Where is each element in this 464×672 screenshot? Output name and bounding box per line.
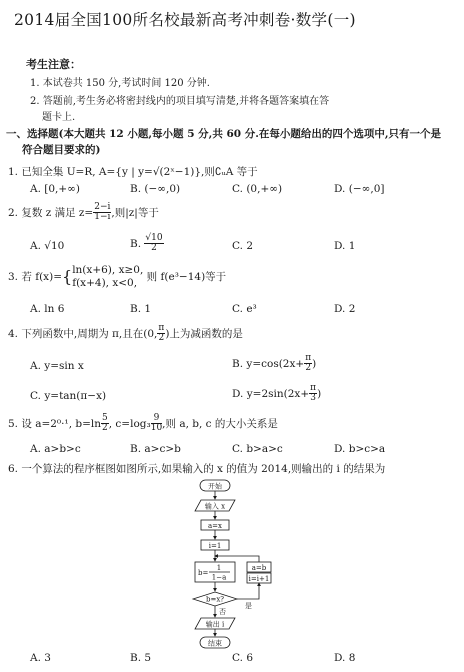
- notice-heading: 考生注意：: [26, 58, 81, 71]
- q3-option-b: B. 1: [130, 303, 152, 315]
- flow-start-label: 开始: [208, 482, 222, 491]
- question-1-stem: 1. 已知全集 U=R, A={y | y=√(2ˣ−1)},则∁ᵤA 等于: [8, 166, 258, 178]
- flow-input-label: 输入 x: [204, 502, 226, 511]
- flow-no-label: 否: [219, 608, 226, 616]
- flow-increment-label: i=i+1: [248, 575, 270, 583]
- question-5-stem: [8, 414, 278, 434]
- flow-assign-ab-label: a=b: [251, 564, 267, 572]
- flow-yes-label: 是: [245, 602, 252, 610]
- notice-rule-2-cont: 题卡上.: [42, 112, 76, 123]
- q2-frac-den: 1−i: [94, 212, 111, 223]
- q4-optd-pre: D. y=2sin(2x+: [232, 387, 310, 400]
- question-4-stem: [8, 324, 243, 344]
- q4-optd-fraction: [309, 384, 317, 404]
- q5-option-b: B. a>c>b: [130, 443, 181, 455]
- q5-n1: 5: [102, 413, 108, 423]
- q5-s1: 5. 设 a=2⁰·¹, b=ln: [8, 417, 102, 430]
- q6-option-b: B. 5: [130, 652, 152, 664]
- flow-output-label: 输出 i: [205, 620, 225, 629]
- q5-s2: , c=log₃: [108, 417, 151, 430]
- flow-assign-b-label: b=: [198, 569, 209, 577]
- q4-frac-num: π: [158, 323, 165, 333]
- q4-stem-pre: 4. 下列函数中,周期为 π,且在(0,: [8, 327, 158, 340]
- q6-option-c: C. 6: [232, 652, 254, 664]
- q4-optd-num: π: [310, 383, 317, 393]
- q2-option-b-fraction: [144, 234, 163, 254]
- q3-stem-pre: 3. 若 f(x)=: [8, 271, 62, 284]
- q5-option-a: A. a>b>c: [30, 443, 81, 455]
- q1-option-a: A. [0,+∞): [30, 183, 81, 195]
- q4-optd-post: ): [317, 387, 322, 400]
- notice-rule-2: 2. 答题前,考生务必将密封线内的项目填写清楚,并将各题答案填在答: [30, 96, 330, 107]
- q3-option-c: C. e³: [232, 303, 257, 315]
- q5-option-d: D. b>c>a: [334, 443, 386, 455]
- question-3-stem: [8, 264, 226, 289]
- q2-option-d: D. 1: [334, 240, 356, 252]
- section-heading: 一、选择题(本大题共 12 小题,每小题 5 分,共 60 分.在每小题给出的四个选项中,只有一个是: [6, 128, 442, 140]
- flow-frac-den: 1−a: [211, 573, 227, 582]
- q4-optb-post: ): [312, 357, 317, 370]
- q4-option-c: C. y=tan(π−x): [30, 390, 107, 402]
- q3-option-a: A. ln 6: [30, 303, 65, 315]
- q5-fraction-1: [101, 414, 109, 434]
- q2-option-a: A. √10: [30, 240, 65, 252]
- question-2-stem: [8, 203, 159, 223]
- flow-end-label: 结束: [208, 639, 222, 648]
- q3-case-2: f(x+4), x<0,: [72, 276, 138, 289]
- flow-assign-i-label: i=1: [208, 542, 222, 550]
- flow-frac-num: 1: [216, 564, 222, 572]
- page-title: 2014届全国100所名校最新高考冲刺卷·数学(一): [14, 11, 356, 29]
- q5-option-c: C. b>a>c: [232, 443, 283, 455]
- q2-option-b: [130, 234, 164, 254]
- q4-option-a: A. y=sin x: [30, 360, 84, 372]
- section-heading-cont: 符合题目要求的): [22, 144, 101, 156]
- q4-optb-den: 2: [305, 363, 312, 374]
- q5-d2: 10: [150, 423, 163, 434]
- q2-option-b-label: B.: [130, 237, 142, 250]
- q1-option-d: D. (−∞,0]: [334, 183, 385, 195]
- q2-fraction: [93, 203, 111, 223]
- q5-fraction-2: [151, 414, 162, 434]
- q4-optb-fraction: [304, 354, 312, 374]
- q3-case-1: ln(x+6), x≥0,: [72, 264, 144, 276]
- q1-option-b: B. (−∞,0): [130, 183, 181, 195]
- q3-option-d: D. 2: [334, 303, 356, 315]
- q1-option-c: C. (0,+∞): [232, 183, 283, 195]
- q3-stem-post: 则 f(e³−14)等于: [146, 271, 227, 284]
- q2-stem-post: ,则|z|等于: [111, 206, 159, 219]
- notice-rule-1: 1. 本试卷共 150 分,考试时间 120 分钟.: [30, 78, 210, 89]
- q3-brace: {: [62, 266, 73, 286]
- q4-optb-num: π: [305, 353, 312, 363]
- q5-d1: 2: [102, 423, 108, 434]
- q4-stem-post: )上为减函数的是: [165, 327, 243, 340]
- q2-option-c: C. 2: [232, 240, 254, 252]
- q3-cases: [72, 264, 143, 289]
- q2-optb-den: 2: [151, 243, 157, 254]
- q2-frac-num: 2−i: [94, 202, 111, 212]
- q2-optb-num: √10: [145, 233, 163, 243]
- q4-optd-den: 3: [310, 393, 316, 404]
- q6-option-d: D. 8: [334, 652, 356, 664]
- q5-s3: ,则 a, b, c 的大小关系是: [162, 417, 278, 430]
- flow-assign-a-label: a=x: [208, 522, 222, 530]
- flow-decision-label: b=x?: [205, 595, 225, 604]
- q6-option-a: A. 3: [30, 652, 51, 664]
- program-flowchart: [175, 478, 295, 650]
- q2-stem-pre: 2. 复数 z 满足 z=: [8, 206, 94, 219]
- q4-option-d: [232, 384, 321, 404]
- question-6-stem: 6. 一个算法的程序框图如图所示,如果输入的 x 的值为 2014,则输出的 i 的结果为: [8, 463, 386, 475]
- q4-option-b: [232, 354, 316, 374]
- q4-frac-den: 2: [158, 333, 165, 344]
- q5-n2: 9: [151, 414, 162, 424]
- q4-optb-pre: B. y=cos(2x+: [232, 357, 305, 370]
